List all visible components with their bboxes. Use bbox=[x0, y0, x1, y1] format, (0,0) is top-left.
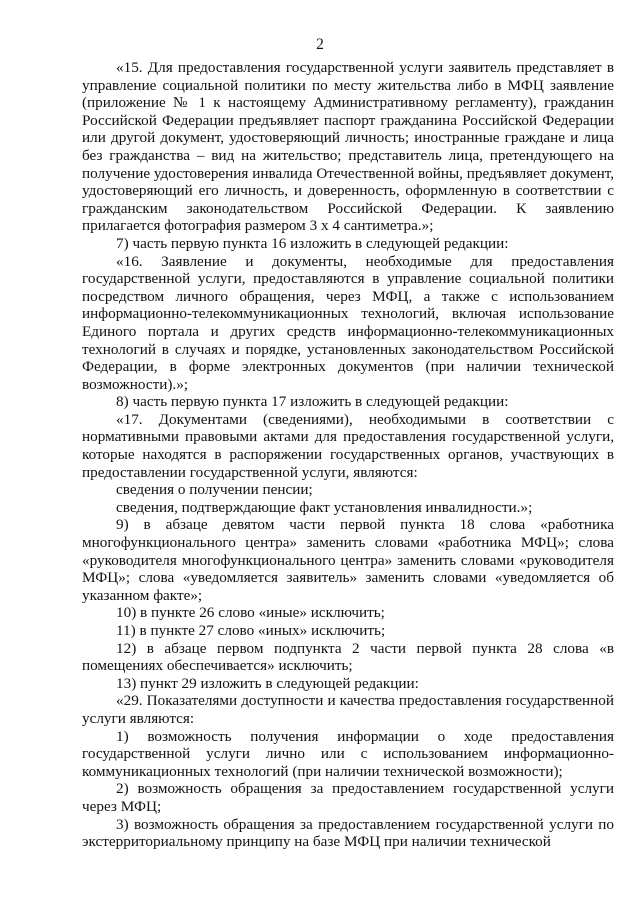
paragraph-indicator-1: 1) возможность получения информации о ходе предоставления государственной услуги лично или с использованием информационно-коммуникационных технологий (при наличии технической возможности); bbox=[82, 727, 614, 780]
paragraph-amendment-8: 8) часть первую пункта 17 изложить в следующей редакции: bbox=[116, 393, 509, 411]
page-number: 2 bbox=[316, 36, 324, 53]
paragraph-item-15: «15. Для предоставления государственной услуги заявитель представляет в управление социальной политики по месту жительства либо в МФЦ заявление (приложение № 1 к настоящему Административному регламенту), гражданин Российской Федерации предъявляет паспорт гражданина Российской Федерации или другой документ, удостоверяющий личность; иностранные граждане и лица без гражданства – вид на жительство; представитель лица, претендующего на получение удостоверения инвалида Отечественной войны, предъявляет документ, удостоверяющий его личность, и доверенность, оформленную в соответствии с гражданским законодательством Российской Федерации. К заявлению прилагается фотография размером 3 x 4 сантиметра.»; bbox=[82, 59, 614, 235]
paragraph-amendment-7: 7) часть первую пункта 16 изложить в следующей редакции: bbox=[116, 234, 509, 252]
paragraph-indicator-2: 2) возможность обращения за предоставлением государственной услуги через МФЦ; bbox=[82, 780, 614, 815]
paragraph-disability-info: сведения, подтверждающие факт установления инвалидности.»; bbox=[116, 498, 533, 516]
paragraph-amendment-10: 10) в пункте 26 слово «иные» исключить; bbox=[116, 604, 385, 622]
paragraph-item-16: «16. Заявление и документы, необходимые для предоставления государственной услуги, предоставляются в управление социальной политики посредством личного обращения, через МФЦ, а также с использованием информационно-телекоммуникационных технологий, включая использование Единого портала и других средств информационно-телекоммуникационных технологий в случаях и порядке, установленных законодательством Российской Федерации, в форме электронных документов (при наличии технической возможности).»; bbox=[82, 252, 614, 393]
paragraph-item-29: «29. Показателями доступности и качества предоставления государственной услуги являются: bbox=[82, 692, 614, 727]
paragraph-amendment-11: 11) в пункте 27 слово «иных» исключить; bbox=[116, 622, 386, 639]
paragraph-pension-info: сведения о получении пенсии; bbox=[116, 481, 313, 499]
paragraph-amendment-12: 12) в абзаце первом подпункта 2 части первой пункта 28 слова «в помещениях обеспечивается» исключить; bbox=[82, 639, 614, 675]
paragraph-indicator-3: 3) возможность обращения за предоставлением государственной услуги по экстерриториальному принципу на базе МФЦ при наличии технической bbox=[82, 815, 614, 851]
document-body bbox=[82, 59, 614, 851]
paragraph-amendment-9: 9) в абзаце девятом части первой пункта 18 слова «работника многофункционального центра» заменить словами «работника МФЦ»; слова «руководителя многофункционального центра» заменить словами «руководителя МФЦ»; слова «уведомляется заявитель» заменить словами «уведомляется об указанном факте»; bbox=[82, 516, 614, 604]
paragraph-item-17: «17. Документами (сведениями), необходимыми в соответствии с нормативными правовыми актами для предоставления государственной услуги, которые находятся в распоряжении государственных органов, участвующих в предоставлении государственной услуги, являются: bbox=[82, 410, 614, 481]
paragraph-amendment-13: 13) пункт 29 изложить в следующей редакции: bbox=[116, 674, 419, 692]
